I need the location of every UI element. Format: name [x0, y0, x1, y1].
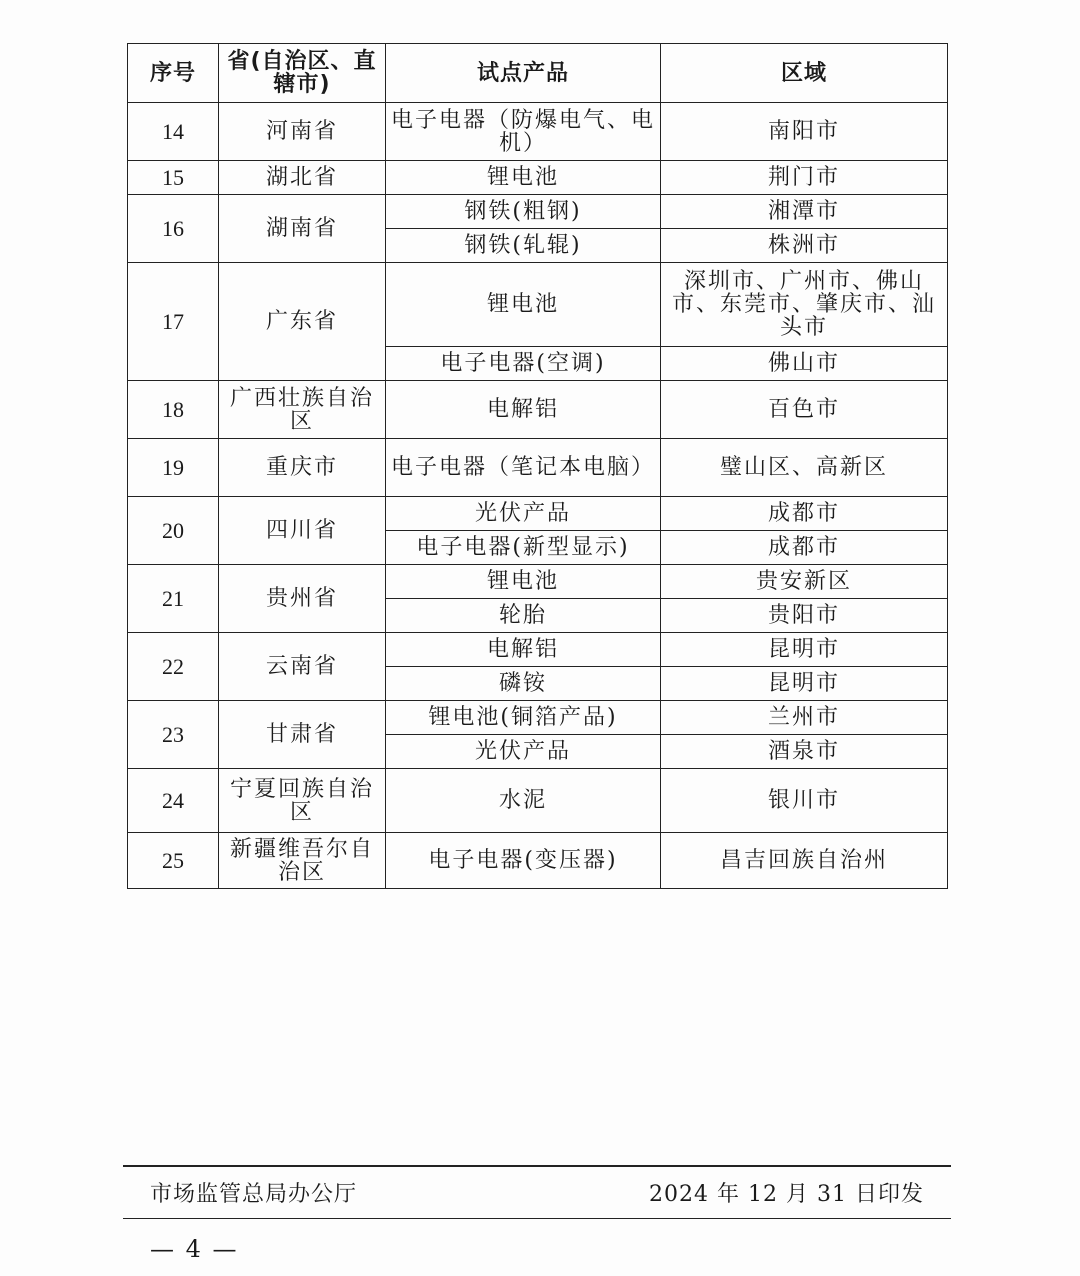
cell-region: 银川市	[661, 769, 948, 833]
footer-bottom-rule	[123, 1218, 951, 1219]
cell-province: 广西壮族自治区	[219, 381, 386, 439]
cell-product: 光伏产品	[386, 735, 661, 769]
cell-region: 百色市	[661, 381, 948, 439]
table-row	[128, 497, 948, 531]
cell-product: 钢铁(轧辊)	[386, 229, 661, 263]
cell-product: 锂电池	[386, 565, 661, 599]
header-province: 省(自治区、直辖市)	[219, 44, 386, 103]
cell-region: 佛山市	[661, 347, 948, 381]
cell-region: 昆明市	[661, 667, 948, 701]
cell-region: 璧山区、高新区	[661, 439, 948, 497]
cell-region: 荆门市	[661, 161, 948, 195]
table-row	[128, 633, 948, 667]
cell-region: 株洲市	[661, 229, 948, 263]
cell-province: 河南省	[219, 103, 386, 161]
cell-region: 南阳市	[661, 103, 948, 161]
cell-product: 电解铝	[386, 381, 661, 439]
cell-region: 贵安新区	[661, 565, 948, 599]
cell-seq: 24	[128, 769, 219, 833]
cell-seq: 22	[128, 633, 219, 701]
cell-province: 宁夏回族自治区	[219, 769, 386, 833]
cell-product: 磷铵	[386, 667, 661, 701]
cell-product: 钢铁(粗钢)	[386, 195, 661, 229]
cell-province: 湖南省	[219, 195, 386, 263]
header-seq: 序号	[128, 44, 219, 103]
table-row	[128, 833, 948, 889]
cell-region: 昆明市	[661, 633, 948, 667]
table-header-row	[128, 44, 948, 103]
cell-province: 广东省	[219, 263, 386, 381]
cell-province: 重庆市	[219, 439, 386, 497]
cell-province: 新疆维吾尔自治区	[219, 833, 386, 889]
issuing-office: 市场监管总局办公厅	[150, 1182, 358, 1207]
cell-product: 电子电器（笔记本电脑）	[386, 439, 661, 497]
cell-seq: 20	[128, 497, 219, 565]
issue-date: 2024 年 12 月 31 日印发	[649, 1182, 924, 1207]
page-number: — 4 —	[150, 1235, 239, 1263]
table-row	[128, 439, 948, 497]
table-row	[128, 565, 948, 599]
cell-region: 酒泉市	[661, 735, 948, 769]
table-row	[128, 263, 948, 347]
cell-seq: 21	[128, 565, 219, 633]
cell-region: 成都市	[661, 497, 948, 531]
cell-province: 湖北省	[219, 161, 386, 195]
table-row	[128, 195, 948, 229]
cell-region: 昌吉回族自治州	[661, 833, 948, 889]
table-row	[128, 381, 948, 439]
cell-product: 电解铝	[386, 633, 661, 667]
cell-region: 湘潭市	[661, 195, 948, 229]
cell-product: 锂电池(铜箔产品)	[386, 701, 661, 735]
cell-province: 四川省	[219, 497, 386, 565]
footer-top-rule	[123, 1165, 951, 1167]
cell-region: 兰州市	[661, 701, 948, 735]
cell-province: 甘肃省	[219, 701, 386, 769]
cell-region: 贵阳市	[661, 599, 948, 633]
table-row	[128, 701, 948, 735]
cell-seq: 25	[128, 833, 219, 889]
cell-region: 深圳市、广州市、佛山市、东莞市、肇庆市、汕头市	[661, 263, 948, 347]
cell-product: 电子电器(新型显示)	[386, 531, 661, 565]
table-row	[128, 161, 948, 195]
table-row	[128, 769, 948, 833]
cell-seq: 14	[128, 103, 219, 161]
cell-province: 云南省	[219, 633, 386, 701]
cell-seq: 16	[128, 195, 219, 263]
cell-seq: 17	[128, 263, 219, 381]
table-row	[128, 103, 948, 161]
cell-seq: 23	[128, 701, 219, 769]
cell-province: 贵州省	[219, 565, 386, 633]
cell-product: 轮胎	[386, 599, 661, 633]
cell-product: 水泥	[386, 769, 661, 833]
cell-product: 电子电器(变压器)	[386, 833, 661, 889]
cell-seq: 18	[128, 381, 219, 439]
pilot-product-table	[127, 43, 948, 889]
cell-product: 锂电池	[386, 161, 661, 195]
cell-region: 成都市	[661, 531, 948, 565]
cell-product: 电子电器(空调)	[386, 347, 661, 381]
header-region: 区域	[661, 44, 948, 103]
cell-seq: 19	[128, 439, 219, 497]
cell-product: 锂电池	[386, 263, 661, 347]
cell-product: 电子电器（防爆电气、电机）	[386, 103, 661, 161]
table-body	[128, 103, 948, 889]
cell-product: 光伏产品	[386, 497, 661, 531]
header-product: 试点产品	[386, 44, 661, 103]
cell-seq: 15	[128, 161, 219, 195]
